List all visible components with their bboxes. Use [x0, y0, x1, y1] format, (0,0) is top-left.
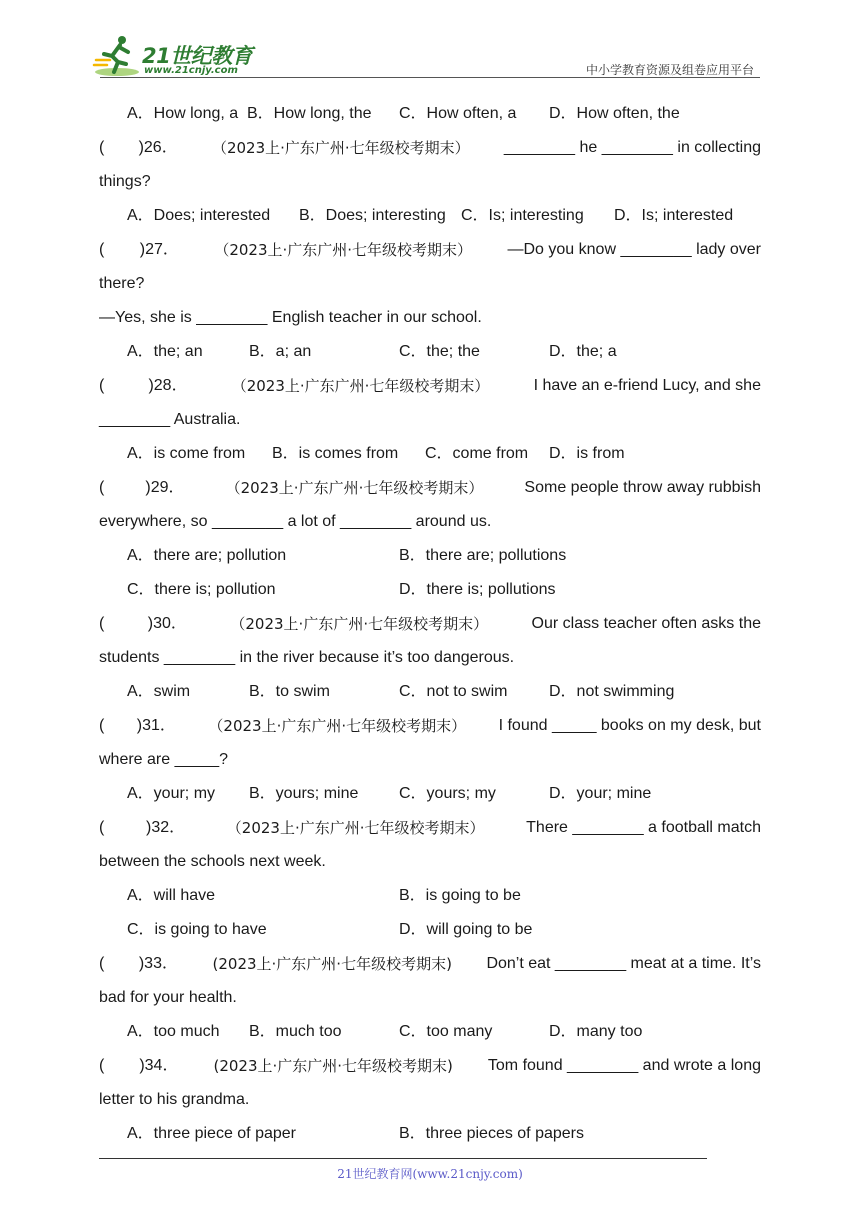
question-number: )29．: [145, 479, 185, 496]
question-source: （2023上·广东广州·七年级校考期末）: [211, 139, 470, 157]
runner-logo-icon: [92, 34, 142, 78]
question-text: I have an e-friend Lucy, and she: [533, 377, 761, 394]
question-text: Tom found ________ and wrote a long: [487, 1057, 761, 1074]
question-text-cont: there?: [99, 275, 145, 292]
option-b: B．is comes from: [272, 445, 399, 462]
option-a: A．three piece of paper: [127, 1125, 296, 1142]
option-b: B．to swim: [249, 683, 330, 700]
question-source: （2023上·广东广州·七年级校考期末）: [214, 241, 473, 259]
header-divider: [100, 77, 760, 78]
option-d: D．How often, the: [549, 105, 680, 122]
option-b: B．a; an: [249, 343, 312, 360]
question-number: )26．: [138, 139, 178, 156]
option-b: B．there are; pollutions: [399, 547, 567, 564]
option-a: A．is come from: [127, 445, 246, 462]
question-source: （2023上·广东广州·七年级校考期末）: [230, 615, 489, 633]
option-a: A．there are; pollution: [127, 547, 287, 564]
question-number: )31．: [136, 717, 176, 734]
footer-text: 21世纪教育网(www.21cnjy.com): [337, 1167, 523, 1181]
option-d: D．Is; interested: [614, 207, 734, 224]
question-text-cont: things?: [99, 173, 151, 190]
answer-paren-open: (: [99, 241, 105, 258]
header-platform-text: 中小学教育资源及组卷应用平台: [585, 63, 754, 77]
question-stem: [99, 1049, 761, 1083]
answer-paren-open: (: [99, 1057, 105, 1074]
option-c: C．is going to have: [127, 921, 267, 938]
logo-url-text: www.21cnjy.com: [144, 65, 238, 76]
question-stem: [99, 947, 761, 981]
option-a: A．How long, a: [127, 105, 239, 122]
option-a: A．too much: [127, 1023, 220, 1040]
logo-brand-text: 21世纪教育: [142, 44, 253, 68]
question-source: （2023上·广东广州·七年级校考期末）: [231, 377, 490, 395]
question-stem: [99, 233, 761, 267]
question-text-cont: where are _____?: [99, 751, 228, 768]
question-number: )27．: [139, 241, 179, 258]
question-text-cont: letter to his grandma.: [99, 1091, 250, 1108]
question-number: )28．: [148, 377, 188, 394]
options-row: [99, 335, 761, 369]
question-text-cont: everywhere, so ________ a lot of ________ around us.: [99, 513, 492, 530]
option-c: C．there is; pollution: [127, 581, 276, 598]
footer-divider: [99, 1158, 707, 1159]
question-text-cont: between the schools next week.: [99, 853, 326, 870]
question-stem: [99, 369, 761, 403]
option-b: B．Does; interesting: [299, 207, 446, 224]
option-b: B．is going to be: [399, 887, 521, 904]
options-row: [99, 97, 761, 131]
options-row: [99, 1015, 761, 1049]
option-d: D．there is; pollutions: [399, 581, 556, 598]
option-b: B．much too: [249, 1023, 342, 1040]
option-c: C．the; the: [399, 343, 480, 360]
option-c: C．not to swim: [399, 683, 508, 700]
options-row: [99, 675, 761, 709]
answer-paren-open: (: [99, 955, 105, 972]
options-row: [99, 1117, 761, 1151]
option-a: A．your; my: [127, 785, 216, 802]
question-number: )30．: [147, 615, 187, 632]
question-stem: [99, 131, 761, 165]
page-header: [0, 0, 860, 80]
question-source: (2023上·广东广州·七年级校考期末): [213, 1057, 453, 1075]
option-c: C．too many: [399, 1023, 493, 1040]
answer-paren-open: (: [99, 819, 105, 836]
option-c: C．Is; interesting: [461, 207, 584, 224]
question-text: I found _____ books on my desk, but: [498, 717, 761, 734]
site-logo: [92, 34, 262, 78]
question-list: [99, 97, 761, 1151]
options-row: [99, 539, 761, 573]
question-text: Our class teacher often asks the: [531, 615, 761, 632]
question-stem: [99, 607, 761, 641]
question-number: )32．: [145, 819, 186, 836]
question-text-cont: ________ Australia.: [99, 411, 241, 428]
question-text: There ________ a football match: [526, 819, 761, 836]
question-number: )33．: [138, 955, 178, 972]
answer-paren-open: (: [99, 377, 105, 394]
question-text-cont: students ________ in the river because it’s too dangerous.: [99, 649, 515, 666]
option-d: D．many too: [549, 1023, 643, 1040]
question-source: (2023上·广东广州·七年级校考期末): [212, 955, 452, 973]
options-row: [99, 199, 761, 233]
options-row: [99, 913, 761, 947]
question-text-cont: bad for your health.: [99, 989, 237, 1006]
question-stem: [99, 811, 761, 845]
option-d: D．not swimming: [549, 683, 675, 700]
options-row: [99, 573, 761, 607]
option-a: A．the; an: [127, 343, 203, 360]
option-a: A．will have: [127, 887, 216, 904]
options-row: [99, 437, 761, 471]
question-number: )34．: [139, 1057, 179, 1074]
question-stem: [99, 471, 761, 505]
question-source: （2023上·广东广州·七年级校考期末）: [208, 717, 467, 735]
option-b: B．yours; mine: [249, 785, 359, 802]
answer-paren-open: (: [99, 479, 105, 496]
option-d: D．your; mine: [549, 785, 652, 802]
question-text: Don’t eat ________ meat at a time. It’s: [486, 955, 761, 972]
answer-paren-open: (: [99, 139, 105, 156]
options-row: [99, 777, 761, 811]
question-stem: [99, 709, 761, 743]
option-d: D．is from: [549, 445, 625, 462]
question-source: （2023上·广东广州·七年级校考期末）: [226, 819, 485, 837]
answer-paren-open: (: [99, 615, 105, 632]
question-text: —Do you know ________ lady over: [507, 241, 761, 258]
option-d: D．will going to be: [399, 921, 533, 938]
option-c: C．yours; my: [399, 785, 496, 802]
option-d: D．the; a: [549, 343, 617, 360]
option-a: A．swim: [127, 683, 191, 700]
question-text-cont: —Yes, she is ________ English teacher in our school.: [99, 309, 482, 326]
options-row: [99, 879, 761, 913]
question-text: Some people throw away rubbish: [524, 479, 761, 496]
question-text: ________ he ________ in collecting: [503, 139, 761, 156]
option-c: C．How often, a: [399, 105, 517, 122]
answer-paren-open: (: [99, 717, 105, 734]
option-a: A．Does; interested: [127, 207, 271, 224]
option-b: B．How long, the: [247, 105, 372, 122]
option-c: C．come from: [425, 445, 529, 462]
question-source: （2023上·广东广州·七年级校考期末）: [225, 479, 484, 497]
option-b: B．three pieces of papers: [399, 1125, 584, 1142]
